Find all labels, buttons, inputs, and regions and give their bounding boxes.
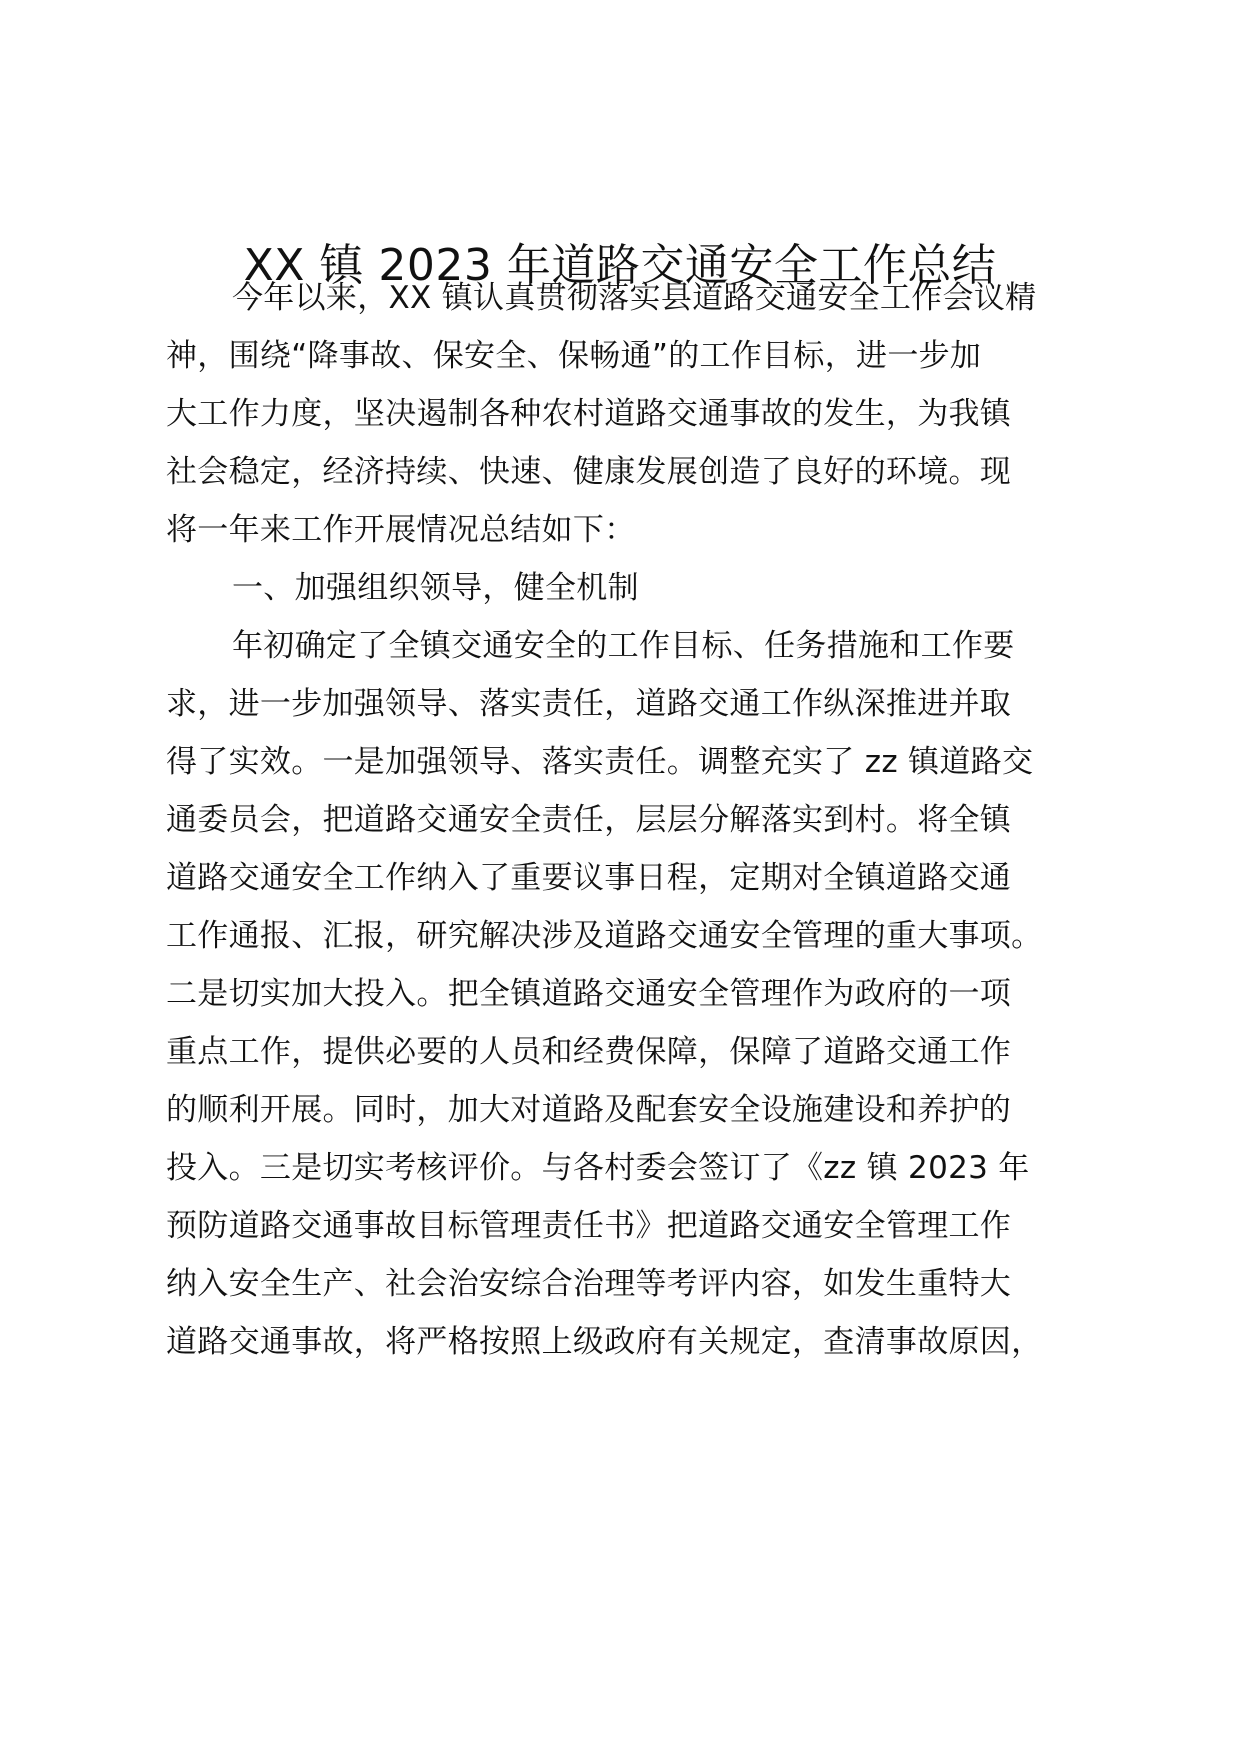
text-line: 社会稳定，经济持续、快速、健康发展创造了良好的环境。现 [166,454,1012,490]
text-line: 今年以来，XX 镇认真贯彻落实县道路交通安全工作会议精 [232,280,1037,316]
text-line: 重点工作，提供必要的人员和经费保障，保障了道路交通工作 [166,1034,1012,1070]
text-line: 道路交通安全工作纳入了重要议事日程，定期对全镇道路交通 [166,860,1012,896]
text-line: 得了实效。一是加强领导、落实责任。调整充实了 zz 镇道路交 [166,744,1034,780]
document-title: XX 镇 2023 年道路交通安全工作总结 [243,240,997,291]
section-heading: 一、加强组织领导，健全机制 [232,570,639,606]
text-line: 预防道路交通事故目标管理责任书》把道路交通安全管理工作 [166,1208,1012,1244]
text-line: 将一年来工作开展情况总结如下： [166,512,636,548]
text-line: 工作通报、汇报，研究解决涉及道路交通安全管理的重大事项。 [166,918,1043,954]
text-line: 投入。三是切实考核评价。与各村委会签订了《zz 镇 2023 年 [166,1150,1030,1186]
text-line: 神，围绕“降事故、保安全、保畅通”的工作目标，进一步加 [166,338,982,374]
text-line: 纳入安全生产、社会治安综合治理等考评内容，如发生重特大 [166,1266,1012,1302]
text-line: 二是切实加大投入。把全镇道路交通安全管理作为政府的一项 [166,976,1012,1012]
text-line: 年初确定了全镇交通安全的工作目标、任务措施和工作要 [232,628,1015,664]
text-line: 求，进一步加强领导、落实责任，道路交通工作纵深推进并取 [166,686,1012,722]
text-line: 的顺利开展。同时，加大对道路及配套安全设施建设和养护的 [166,1092,1012,1128]
text-line: 道路交通事故，将严格按照上级政府有关规定，查清事故原因， [166,1324,1043,1360]
text-line: 通委员会，把道路交通安全责任，层层分解落实到村。将全镇 [166,802,1012,838]
text-line: 大工作力度，坚决遏制各种农村道路交通事故的发生，为我镇 [166,396,1012,432]
